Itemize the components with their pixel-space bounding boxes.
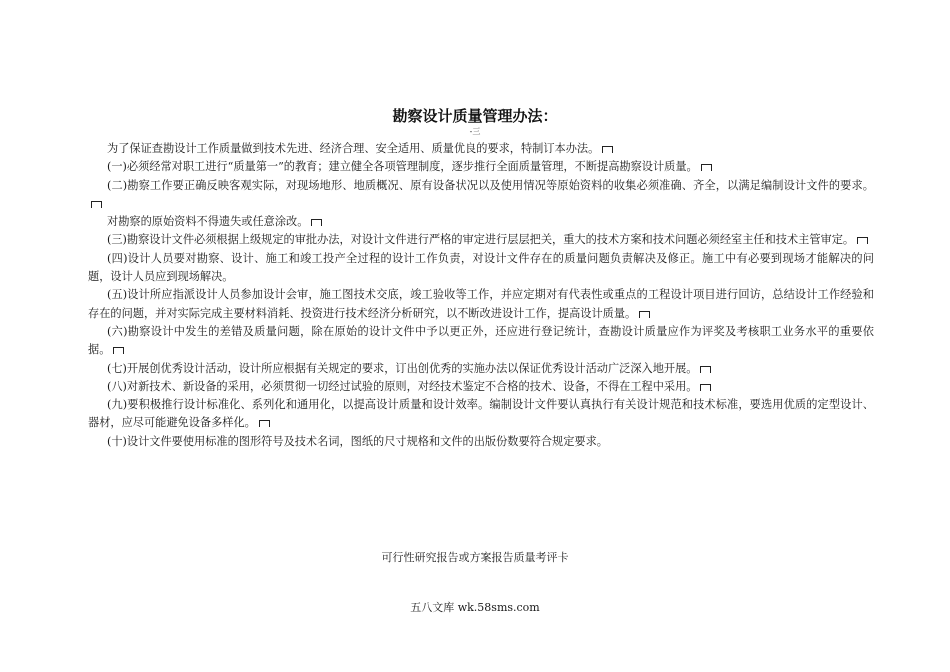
paragraph-clause-1 (88, 158, 874, 176)
page-footer: 五八文库 wk.58sms.com (410, 601, 540, 614)
paragraph-mark-icon (639, 311, 650, 318)
paragraph-clause-8 (88, 378, 874, 396)
document-body (88, 140, 874, 451)
paragraph-mark-icon (311, 219, 322, 226)
paragraph-text: 对勘察的原始资料不得遗失或任意涂改。 (107, 215, 309, 229)
paragraph-mark-icon (91, 201, 102, 208)
paragraph-mark-icon (113, 347, 124, 354)
paragraph-text: (九)要积极推行设计标准化、系列化和通用化，以提高设计质量和设计效率。编制设计文件要认真执行有关设计规范和技术标准，要选用优质的定型设计、器材，应尽可能避免设备多样化。 (88, 398, 874, 430)
paragraph-clause-10 (88, 433, 874, 451)
paragraph-clause-7 (88, 360, 874, 378)
paragraph-clause-9 (88, 396, 874, 433)
paragraph-clause-2-note (88, 213, 874, 231)
paragraph-text: (二)勘察工作要正确反映客观实际，对现场地形、地质概况、原有设备状况以及使用情况等原始资料的收集必须准确、齐全，以满足编制设计文件的要求。 (107, 178, 874, 192)
paragraph-mark-icon (259, 420, 270, 427)
paragraph-mark-icon (700, 366, 711, 373)
paragraph-text: (四)设计人员要对勘察、设计、施工和竣工投产全过程的设计工作负责，对设计文件存在的质量问题负责解决及修正。施工中有必要到现场才能解决的问题，设计人员应到现场解决。 (88, 251, 874, 284)
paragraph-clause-4 (88, 250, 874, 287)
paragraph-clause-5 (88, 286, 874, 323)
paragraph-text: (十)设计文件要使用标准的图形符号及技术名词，图纸的尺寸规格和文件的出版份数要符合规定要求。 (107, 434, 608, 448)
paragraph-text: 为了保证查勘设计工作质量做到技术先进、经济合理、安全适用、质量优良的要求，特制订本办法。 (107, 142, 600, 155)
paragraph-mark-icon (857, 237, 868, 244)
paragraph-text: (六)勘察设计中发生的差错及质量问题，除在原始的设计文件中予以更正外，还应进行登记统计，查勘设计质量应作为评奖及考核职工业务水平的重要依据。 (88, 324, 874, 357)
section-caption: 可行性研究报告或方案报告质量考评卡 (381, 551, 569, 564)
paragraph-text: (三)勘察设计文件必须根据上级规定的审批办法，对设计文件进行严格的审定进行层层把关，重大的技术方案和技术问题必须经室主任和技术主管审定。 (107, 233, 855, 247)
paragraph-text: (八)对新技术、新设备的采用，必须贯彻一切经过试验的原则，对经技术鉴定不合格的技术、设备，不得在工程中采用。 (107, 379, 698, 393)
paragraph-text: (七)开展创优秀设计活动，设计所应根据有关规定的要求，订出创优秀的实施办法以保证优秀设计活动广泛深入地开展。 (107, 361, 698, 375)
paragraph-mark-icon (602, 146, 613, 153)
title-mark: -三 (469, 127, 481, 136)
paragraph-clause-6 (88, 323, 874, 360)
paragraph-intro (88, 140, 874, 158)
paragraph-text: (五)设计所应指派设计人员参加设计会审，施工图技术交底，竣工验收等工作，并应定期对有代表性或重点的工程设计项目进行回访，总结设计工作经验和存在的问题，并对实际完成主要材料消耗、投资进行技术经济分析研究，以不断改进设计工作，提高设计质量。 (88, 288, 874, 320)
paragraph-mark-icon (700, 384, 711, 391)
paragraph-text: (一)必须经常对职工进行“质量第一”的教育；建立健全各项管理制度，逐步推行全面质量管理，不断提高勘察设计质量。 (107, 160, 698, 174)
document-title: 勘察设计质量管理办法： (392, 107, 558, 125)
paragraph-mark-icon (701, 164, 712, 171)
paragraph-clause-2 (88, 177, 874, 214)
paragraph-clause-3 (88, 231, 874, 249)
